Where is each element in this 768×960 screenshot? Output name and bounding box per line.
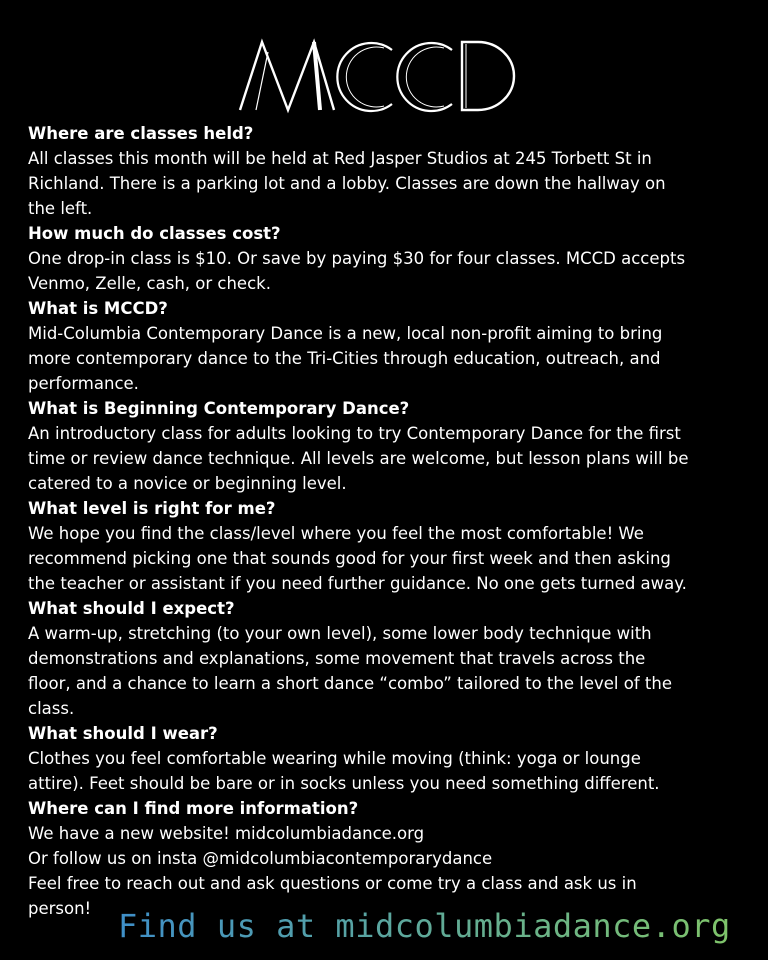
faq-item-wear	[28, 721, 750, 796]
faq-answer-line: Richland. There is a parking lot and a lobby. Classes are down the hallway on	[28, 174, 666, 193]
faq-answer-line: the teacher or assistant if you need further guidance. No one gets turned away.	[28, 574, 687, 593]
faq-answer-line: Or follow us on insta @midcolumbiacontemporarydance	[28, 849, 493, 868]
faq-answer-line: floor, and a chance to learn a short dance “combo” tailored to the level of the	[28, 674, 672, 693]
faq-answer-line: Mid-Columbia Contemporary Dance is a new, local non-profit aiming to bring	[28, 324, 663, 343]
faq-question: Where can I find more information?	[28, 799, 359, 818]
faq-answer-line: more contemporary dance to the Tri-Cities through education, outreach, and	[28, 349, 661, 368]
faq-answer-line: We have a new website! midcolumbiadance.org	[28, 824, 425, 843]
faq-item-cost	[28, 221, 750, 296]
faq-item-level	[28, 496, 750, 596]
faq-answer-line: demonstrations and explanations, some movement that travels across the	[28, 649, 646, 668]
faq-question: What should I expect?	[28, 599, 235, 618]
faq-question: What is Beginning Contemporary Dance?	[28, 399, 410, 418]
faq-answer-line: the left.	[28, 199, 93, 218]
faq-item-info	[28, 796, 750, 921]
faq-answer-line: A warm-up, stretching (to your own level), some lower body technique with	[28, 624, 652, 643]
faq-answer-line: We hope you find the class/level where you feel the most comfortable! We	[28, 524, 644, 543]
faq-answer-line: person!	[28, 899, 92, 918]
faq-content	[28, 121, 750, 921]
faq-item-expect	[28, 596, 750, 721]
faq-answer-line: time or review dance technique. All levels are welcome, but lesson plans will be	[28, 449, 689, 468]
faq-answer-line: Clothes you feel comfortable wearing while moving (think: yoga or lounge	[28, 749, 641, 768]
faq-question: Where are classes held?	[28, 124, 254, 143]
faq-answer-line: performance.	[28, 374, 139, 393]
mccd-logo-mark	[234, 30, 534, 120]
faq-answer-line: class.	[28, 699, 75, 718]
faq-answer-line: recommend picking one that sounds good for your first week and then asking	[28, 549, 671, 568]
faq-answer-line: An introductory class for adults looking to try Contemporary Dance for the first	[28, 424, 681, 443]
faq-answer-line: Venmo, Zelle, cash, or check.	[28, 274, 271, 293]
faq-answer-line: One drop-in class is $10. Or save by paying $30 for four classes. MCCD accepts	[28, 249, 686, 268]
mccd-logo	[0, 30, 768, 120]
faq-item-beginning	[28, 396, 750, 496]
faq-answer-line: catered to a novice or beginning level.	[28, 474, 347, 493]
faq-question: How much do classes cost?	[28, 224, 281, 243]
faq-question: What level is right for me?	[28, 499, 276, 518]
faq-question: What is MCCD?	[28, 299, 168, 318]
faq-answer-line: Feel free to reach out and ask questions or come try a class and ask us in	[28, 874, 637, 893]
faq-answer-line: attire). Feet should be bare or in socks unless you need something different.	[28, 774, 660, 793]
faq-question: What should I wear?	[28, 724, 218, 743]
faq-item-location	[28, 121, 750, 221]
faq-answer-line: All classes this month will be held at Red Jasper Studios at 245 Torbett St in	[28, 149, 652, 168]
faq-item-about	[28, 296, 750, 396]
website-banner: Find us at midcolumbiadance.org	[118, 904, 731, 948]
